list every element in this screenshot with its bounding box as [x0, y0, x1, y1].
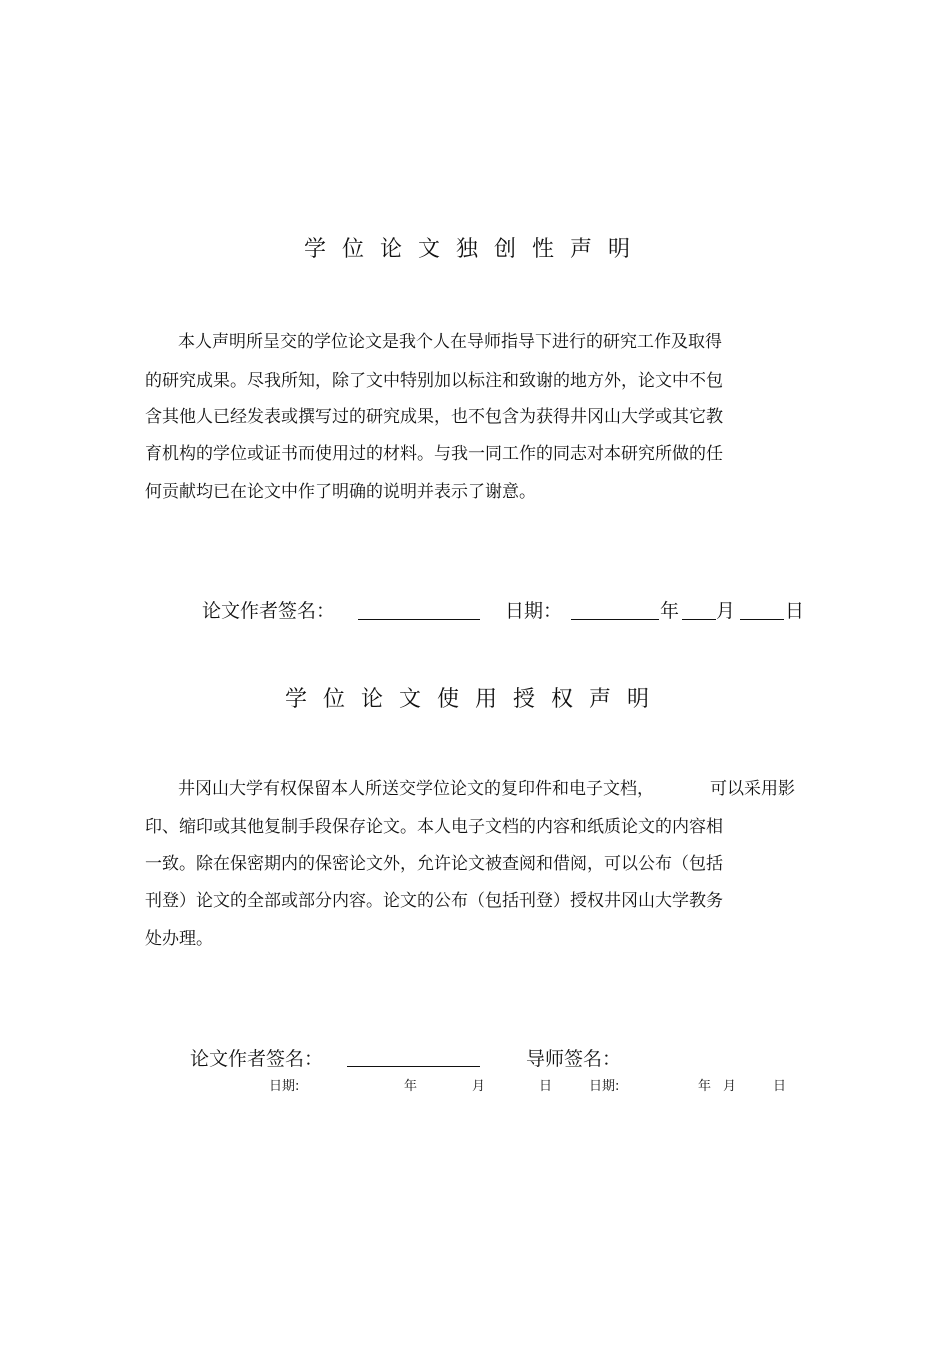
- author-signature-label-2: 论文作者签名：: [190, 1048, 324, 1070]
- originality-line-3: 含其他人已经发表或撰写过的研究成果，也不包含为获得井冈山大学或其它教: [145, 407, 723, 427]
- month-label-advisor: 月: [723, 1079, 737, 1094]
- originality-line-1: 本人声明所呈交的学位论文是我个人在导师指导下进行的研究工作及取得: [178, 332, 722, 352]
- authorization-line-5: 处办理。: [145, 929, 213, 949]
- originality-line-2: 的研究成果。尽我所知，除了文中特别加以标注和致谢的地方外，论文中不包: [145, 371, 723, 391]
- month-blank[interactable]: [682, 619, 716, 620]
- year-label: 年: [660, 600, 680, 622]
- authorization-line-1a: 井冈山大学有权保留本人所送交学位论文的复印件和电子文档，: [178, 779, 654, 799]
- date-label-author: 日期:: [269, 1079, 300, 1094]
- month-label-author: 月: [472, 1079, 486, 1094]
- month-label: 月: [716, 600, 736, 622]
- advisor-signature-label: 导师签名：: [526, 1048, 622, 1070]
- authorization-title: 学位论文使用授权声明: [284, 687, 665, 712]
- authorization-line-1b: 可以采用影: [710, 779, 795, 799]
- author-signature-line-2[interactable]: [347, 1066, 480, 1067]
- year-label-author: 年: [404, 1079, 418, 1094]
- day-blank[interactable]: [740, 619, 784, 620]
- year-blank[interactable]: [571, 619, 659, 620]
- originality-title: 学位论文独创性声明: [303, 237, 646, 262]
- originality-line-5: 何贡献均已在论文中作了明确的说明并表示了谢意。: [145, 482, 536, 502]
- author-signature-label: 论文作者签名：: [202, 600, 336, 622]
- authorization-line-3: 一致。除在保密期内的保密论文外，允许论文被查阅和借阅，可以公布（包括: [145, 854, 723, 874]
- day-label-advisor: 日: [773, 1079, 787, 1094]
- day-label-author: 日: [539, 1079, 553, 1094]
- authorization-line-2: 印、缩印或其他复制手段保存论文。本人电子文档的内容和纸质论文的内容相: [145, 817, 723, 837]
- authorization-line-4: 刊登）论文的全部或部分内容。论文的公布（包括刊登）授权井冈山大学教务: [145, 891, 723, 911]
- date-label-advisor: 日期:: [589, 1079, 620, 1094]
- day-label: 日: [785, 600, 805, 622]
- date-label: 日期：: [505, 600, 563, 622]
- author-signature-line[interactable]: [358, 619, 480, 620]
- originality-line-4: 育机构的学位或证书而使用过的材料。与我一同工作的同志对本研究所做的任: [145, 444, 723, 464]
- year-label-advisor: 年: [698, 1079, 712, 1094]
